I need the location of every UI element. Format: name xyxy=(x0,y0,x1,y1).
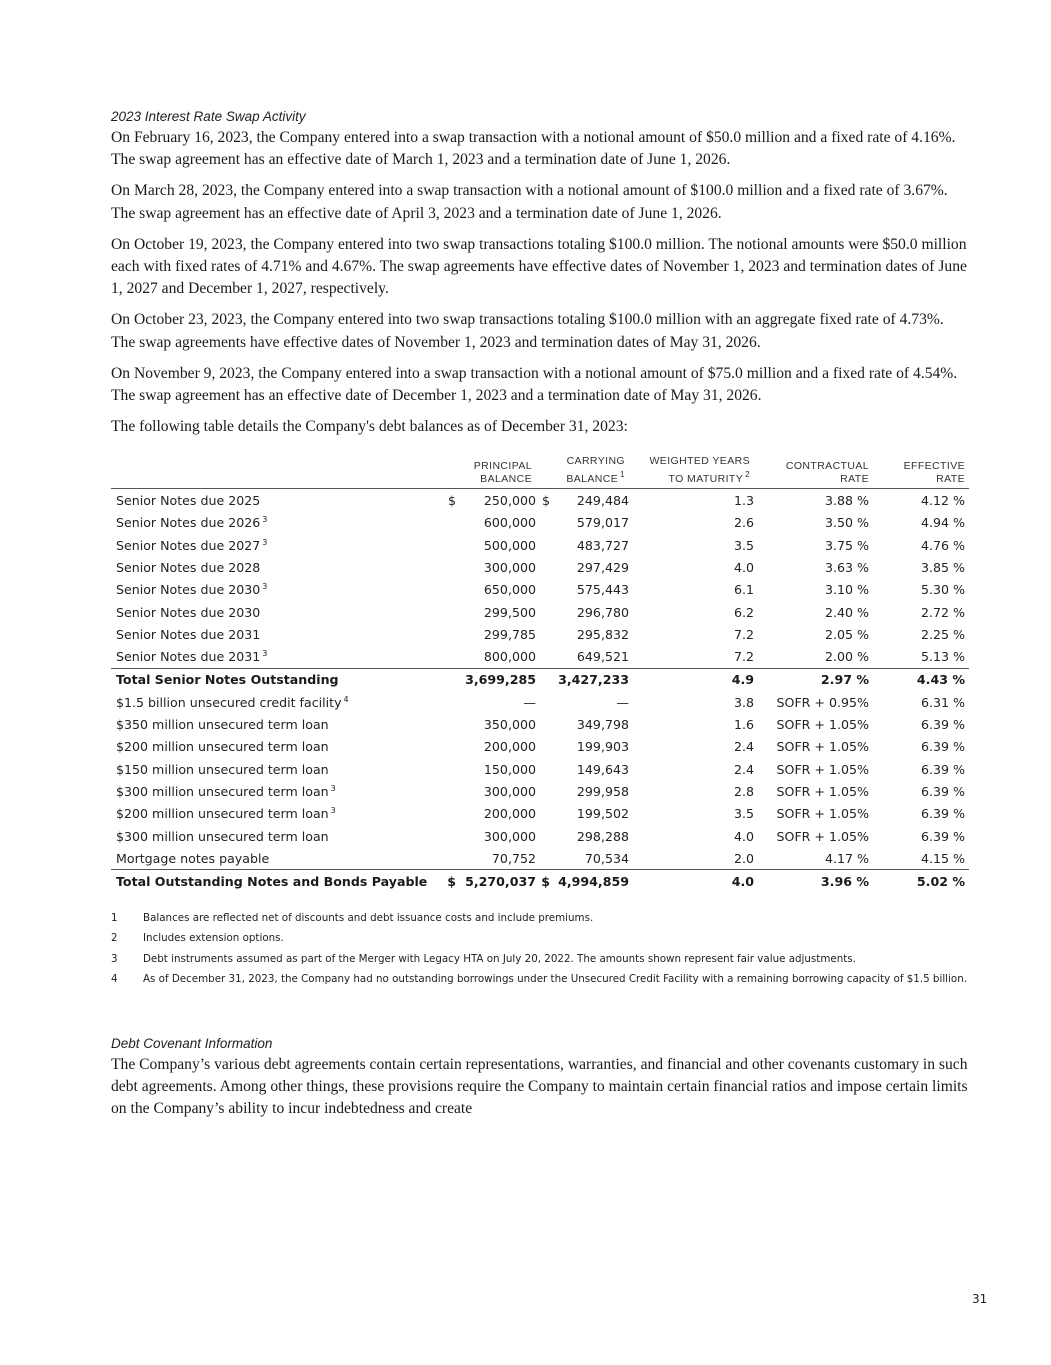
row-label: $350 million unsecured term loan xyxy=(116,717,329,733)
effective-rate-cell: 2.72 % xyxy=(920,604,965,620)
row-label: Senior Notes due 2027 $^3$ xyxy=(116,537,268,553)
currency-symbol xyxy=(536,691,552,713)
weighted-years-cell: 6.2 xyxy=(733,604,754,620)
currency-symbol xyxy=(442,803,458,825)
currency-symbol xyxy=(442,713,458,735)
effective-rate-cell: 6.39 % xyxy=(920,828,965,844)
header-carrying-balance: CARRYING BALANCE $^1$ xyxy=(536,455,629,489)
weighted-years-cell: 2.4 xyxy=(733,739,754,755)
contractual-rate-cell: 2.05 % xyxy=(824,626,869,642)
principal-balance-cell: 70,752 xyxy=(491,850,536,866)
row-label: $1.5 billion unsecured credit facility $^4$ xyxy=(116,694,349,710)
row-label: Senior Notes due 2030 xyxy=(116,604,261,620)
table-row xyxy=(111,489,969,512)
debt-covenant-paragraph: The Company’s various debt agreements contain certain representations, warranties, and financial and other covenants customary in such debt agreements. Among other things, these provisions require the Company to maintain certain financial ratios and impose certain limits on the Company’s ability to incur indebtedness and create xyxy=(111,1055,968,1118)
swap-paragraph: On October 19, 2023, the Company entered into two swap transactions totaling $100.0 million. The notional amounts were $50.0 million each with fixed rates of 4.71% and 4.67%. The swap agreements have effective dates of November 1, 2023 and termination dates of June 1, 2027 and December 1, 2027, respectively. xyxy=(111,235,967,298)
carrying-balance-cell: 199,903 xyxy=(576,739,629,755)
currency-symbol xyxy=(536,646,552,669)
effective-rate-cell: 4.76 % xyxy=(920,537,965,553)
swap-activity-body xyxy=(111,127,969,438)
principal-balance-cell: 600,000 xyxy=(483,515,536,531)
effective-rate-cell: 4.12 % xyxy=(920,493,965,509)
table-row xyxy=(111,646,969,669)
currency-symbol xyxy=(536,512,552,534)
row-label: $200 million unsecured term loan xyxy=(116,739,329,755)
contractual-rate-cell: SOFR + 1.05% xyxy=(776,783,869,799)
contractual-rate-cell: SOFR + 1.05% xyxy=(776,761,869,777)
currency-symbol xyxy=(442,691,458,713)
contractual-rate-cell: SOFR + 1.05% xyxy=(776,739,869,755)
effective-rate-cell: 5.02 % xyxy=(873,870,969,893)
weighted-years-cell: 2.4 xyxy=(733,761,754,777)
contractual-rate-cell: SOFR + 1.05% xyxy=(776,806,869,822)
row-label: Total Outstanding Notes and Bonds Payable xyxy=(111,870,442,893)
contractual-rate-cell: SOFR + 1.05% xyxy=(776,828,869,844)
currency-symbol xyxy=(442,623,458,645)
principal-balance-cell: 250,000 xyxy=(483,493,536,509)
principal-balance-cell: 200,000 xyxy=(483,806,536,822)
principal-balance-cell: 200,000 xyxy=(483,739,536,755)
principal-balance-cell: 650,000 xyxy=(483,582,536,598)
weighted-years-cell: 7.2 xyxy=(733,649,754,665)
table-row xyxy=(111,601,969,623)
footnote-marker: 3 xyxy=(262,649,268,659)
carrying-balance-cell: 575,443 xyxy=(576,582,629,598)
table-row xyxy=(111,758,969,780)
swap-paragraph: On March 28, 2023, the Company entered into a swap transaction with a notional amount of $100.0 million and a fixed rate of 3.67%. The swap agreement has an effective date of April 3, 2023 and a termination date of June 1, 2026. xyxy=(111,182,948,222)
footnote-number: 4 xyxy=(111,973,118,986)
carrying-balance-cell: 579,017 xyxy=(576,515,629,531)
row-label: $300 million unsecured term loan $^3$ xyxy=(116,783,336,799)
principal-balance-cell: 150,000 xyxy=(483,761,536,777)
debt-covenant-heading: Debt Covenant Information xyxy=(111,1035,273,1051)
footnote-marker: 3 xyxy=(330,806,336,816)
swap-paragraph: The following table details the Company's debt balances as of December 31, 2023: xyxy=(111,418,628,436)
contractual-rate-cell: 3.63 % xyxy=(824,559,869,575)
effective-rate-cell: 5.30 % xyxy=(920,582,965,598)
table-header-row xyxy=(111,455,969,489)
footnote-item xyxy=(111,972,969,987)
contractual-rate-cell: 3.75 % xyxy=(824,537,869,553)
row-label: Senior Notes due 2025 xyxy=(116,493,261,509)
effective-rate-cell: 5.13 % xyxy=(920,649,965,665)
currency-symbol xyxy=(536,825,552,847)
effective-rate-cell: 6.39 % xyxy=(920,783,965,799)
debt-balances-table xyxy=(111,455,969,892)
carrying-balance-cell: 295,832 xyxy=(576,626,629,642)
currency-symbol xyxy=(536,803,552,825)
weighted-years-cell: 2.8 xyxy=(733,783,754,799)
currency-symbol xyxy=(442,534,458,556)
effective-rate-cell: 4.43 % xyxy=(873,668,969,691)
currency-symbol xyxy=(536,780,552,802)
currency-symbol xyxy=(442,780,458,802)
footnote-number: 2 xyxy=(111,932,118,945)
weighted-years-cell: 3.5 xyxy=(733,806,754,822)
table-row xyxy=(111,780,969,802)
weighted-years-cell: 3.5 xyxy=(733,537,754,553)
effective-rate-cell: 4.94 % xyxy=(920,515,965,531)
row-label: Senior Notes due 2028 xyxy=(116,559,261,575)
table-row xyxy=(111,579,969,601)
effective-rate-cell: 3.85 % xyxy=(920,559,965,575)
weighted-years-cell: 1.6 xyxy=(733,717,754,733)
footnote-marker: 3 xyxy=(330,783,336,793)
currency-symbol xyxy=(536,668,552,691)
page-number: 31 xyxy=(972,1292,988,1306)
swap-paragraph: On October 23, 2023, the Company entered into two swap transactions totaling $100.0 million with an aggregate fixed rate of 4.73%. The swap agreements have effective dates of November 1, 2023 and termination dates of May 31, 2026. xyxy=(111,311,944,351)
footnote-marker: 3 xyxy=(262,537,268,547)
carrying-balance-cell: 3,427,233 xyxy=(552,668,629,691)
carrying-balance-cell: 298,288 xyxy=(576,828,629,844)
currency-symbol xyxy=(442,758,458,780)
contractual-rate-cell: 3.96 % xyxy=(754,870,873,893)
footnote-marker: 3 xyxy=(262,582,268,592)
currency-symbol xyxy=(536,601,552,623)
row-label: $150 million unsecured term loan xyxy=(116,761,329,777)
currency-symbol xyxy=(536,556,552,578)
footnote-item xyxy=(111,952,969,967)
row-label: Senior Notes due 2031 xyxy=(116,626,261,642)
footnote-number: 3 xyxy=(111,952,118,965)
contractual-rate-cell: 2.40 % xyxy=(824,604,869,620)
principal-balance-cell: 3,699,285 xyxy=(458,668,536,691)
footnote-text: Debt instruments assumed as part of the Merger with Legacy HTA on July 20, 2022. The amounts shown represent fair value adjustments. xyxy=(143,952,856,965)
row-label: $300 million unsecured term loan xyxy=(116,828,329,844)
footnote-item xyxy=(111,931,969,946)
contractual-rate-cell: SOFR + 1.05% xyxy=(776,717,869,733)
weighted-years-cell: 4.9 xyxy=(629,668,754,691)
principal-balance-cell: 500,000 xyxy=(483,537,536,553)
principal-balance-cell: 800,000 xyxy=(483,649,536,665)
table-row xyxy=(111,534,969,556)
table-row xyxy=(111,803,969,825)
principal-balance-cell: 5,270,037 xyxy=(458,870,536,893)
effective-rate-cell: 6.31 % xyxy=(920,694,965,710)
carrying-balance-cell: 349,798 xyxy=(576,717,629,733)
principal-balance-cell: 299,785 xyxy=(483,626,536,642)
weighted-years-cell: 2.6 xyxy=(733,515,754,531)
currency-symbol xyxy=(536,713,552,735)
table-row xyxy=(111,512,969,534)
row-label: Total Senior Notes Outstanding xyxy=(111,668,442,691)
table-row xyxy=(111,847,969,870)
header-contractual-rate: CONTRACTUAL RATE xyxy=(754,455,873,489)
currency-symbol xyxy=(442,668,458,691)
table-total-row xyxy=(111,668,969,691)
weighted-years-cell: 6.1 xyxy=(733,582,754,598)
contractual-rate-cell: SOFR + 0.95% xyxy=(776,694,869,710)
footnote-marker: 3 xyxy=(262,515,268,525)
currency-symbol: $ xyxy=(541,493,550,509)
weighted-years-cell: 4.0 xyxy=(629,870,754,893)
currency-symbol xyxy=(442,736,458,758)
table-row xyxy=(111,713,969,735)
table-footnotes xyxy=(111,911,969,987)
currency-symbol xyxy=(442,556,458,578)
effective-rate-cell: 6.39 % xyxy=(920,761,965,777)
carrying-balance-cell: 649,521 xyxy=(576,649,629,665)
weighted-years-cell: 1.3 xyxy=(733,493,754,509)
carrying-balance-cell: — xyxy=(616,694,629,710)
header-principal-balance: PRINCIPAL BALANCE xyxy=(442,455,536,489)
currency-symbol xyxy=(442,847,458,870)
principal-balance-cell: 299,500 xyxy=(483,604,536,620)
carrying-balance-cell: 296,780 xyxy=(576,604,629,620)
row-label: Senior Notes due 2031 $^3$ xyxy=(116,649,268,665)
weighted-years-cell: 4.0 xyxy=(733,559,754,575)
currency-symbol xyxy=(442,579,458,601)
carrying-balance-cell: 249,484 xyxy=(576,493,629,509)
row-label: $200 million unsecured term loan $^3$ xyxy=(116,806,336,822)
contractual-rate-cell: 3.50 % xyxy=(824,515,869,531)
effective-rate-cell: 4.15 % xyxy=(920,850,965,866)
contractual-rate-cell: 4.17 % xyxy=(824,850,869,866)
currency-symbol: $ xyxy=(536,870,552,893)
currency-symbol xyxy=(536,579,552,601)
swap-paragraph: On February 16, 2023, the Company entered into a swap transaction with a notional amount of $50.0 million and a fixed rate of 4.16%. The swap agreement has an effective date of March 1, 2023 and a termination date of June 1, 2026. xyxy=(111,129,956,169)
carrying-balance-cell: 483,727 xyxy=(576,537,629,553)
footnote-number: 1 xyxy=(111,911,118,924)
carrying-balance-cell: 299,958 xyxy=(576,783,629,799)
footnote-text: Balances are reflected net of discounts and debt issuance costs and include premiums. xyxy=(143,911,594,924)
currency-symbol xyxy=(536,758,552,780)
table-row xyxy=(111,556,969,578)
currency-symbol xyxy=(442,825,458,847)
effective-rate-cell: 6.39 % xyxy=(920,806,965,822)
currency-symbol xyxy=(442,512,458,534)
currency-symbol xyxy=(536,534,552,556)
currency-symbol: $ xyxy=(442,870,458,893)
weighted-years-cell: 3.8 xyxy=(733,694,754,710)
currency-symbol xyxy=(536,623,552,645)
table-row xyxy=(111,691,969,713)
contractual-rate-cell: 3.10 % xyxy=(824,582,869,598)
currency-symbol xyxy=(442,601,458,623)
footnote-item xyxy=(111,911,969,926)
document-page xyxy=(111,108,969,1129)
header-weighted-years: WEIGHTED YEARS TO MATURITY $^2$ xyxy=(629,455,754,489)
weighted-years-cell: 4.0 xyxy=(733,828,754,844)
weighted-years-cell: 7.2 xyxy=(733,626,754,642)
footnote-text: Includes extension options. xyxy=(143,932,284,945)
currency-symbol xyxy=(536,736,552,758)
contractual-rate-cell: 2.97 % xyxy=(754,668,873,691)
effective-rate-cell: 6.39 % xyxy=(920,739,965,755)
principal-balance-cell: 300,000 xyxy=(483,559,536,575)
table-row xyxy=(111,623,969,645)
row-label: Senior Notes due 2030 $^3$ xyxy=(116,582,268,598)
swap-activity-heading: 2023 Interest Rate Swap Activity xyxy=(111,109,306,124)
effective-rate-cell: 6.39 % xyxy=(920,717,965,733)
currency-symbol xyxy=(442,646,458,669)
carrying-balance-cell: 70,534 xyxy=(584,850,629,866)
carrying-balance-cell: 4,994,859 xyxy=(552,870,629,893)
carrying-balance-cell: 199,502 xyxy=(576,806,629,822)
table-row xyxy=(111,825,969,847)
carrying-balance-cell: 149,643 xyxy=(576,761,629,777)
carrying-balance-cell: 297,429 xyxy=(576,559,629,575)
footnote-text: As of December 31, 2023, the Company had no outstanding borrowings under the Unsecured Credit Facility with a remaining borrowing capacity of $1.5 billion. xyxy=(143,973,968,986)
contractual-rate-cell: 2.00 % xyxy=(824,649,869,665)
currency-symbol xyxy=(536,847,552,870)
footnote-marker: 4 xyxy=(343,694,349,704)
principal-balance-cell: 300,000 xyxy=(483,783,536,799)
row-label: Mortgage notes payable xyxy=(116,850,270,866)
header-effective-rate: EFFECTIVE RATE xyxy=(873,455,969,489)
table-row xyxy=(111,736,969,758)
principal-balance-cell: 350,000 xyxy=(483,717,536,733)
contractual-rate-cell: 3.88 % xyxy=(824,493,869,509)
effective-rate-cell: 2.25 % xyxy=(920,626,965,642)
principal-balance-cell: 300,000 xyxy=(483,828,536,844)
weighted-years-cell: 2.0 xyxy=(733,850,754,866)
currency-symbol: $ xyxy=(447,493,456,509)
table-total-row xyxy=(111,870,969,893)
principal-balance-cell: — xyxy=(523,694,536,710)
row-label: Senior Notes due 2026 $^3$ xyxy=(116,515,268,531)
swap-paragraph: On November 9, 2023, the Company entered into a swap transaction with a notional amount of $75.0 million and a fixed rate of 4.54%. The swap agreement has an effective date of December 1, 2023 and a termination date of May 31, 2026. xyxy=(111,364,958,405)
